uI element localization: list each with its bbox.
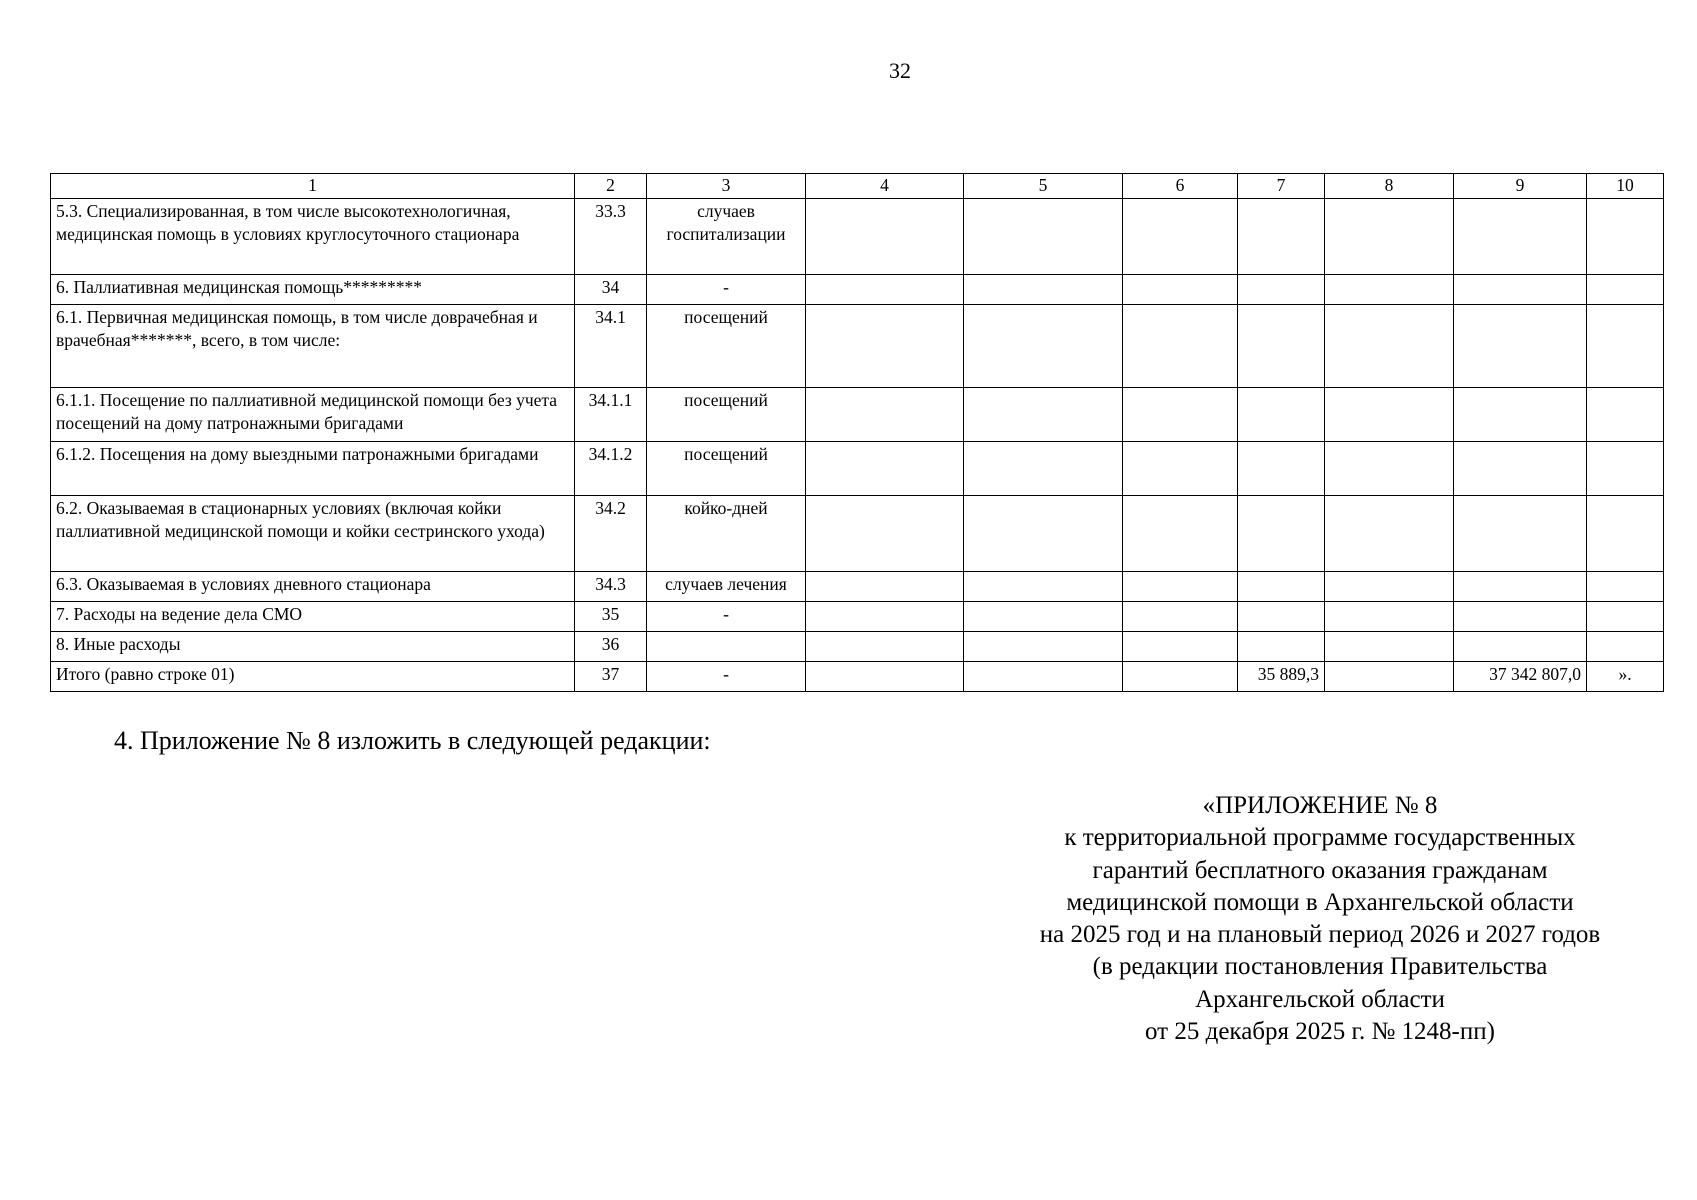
value-cell xyxy=(1454,571,1587,601)
value-cell xyxy=(1123,601,1238,631)
appendix-line: (в редакции постановления Правительства xyxy=(1092,953,1548,981)
value-cell xyxy=(806,441,964,495)
value-cell xyxy=(1123,304,1238,387)
value-cell xyxy=(1454,304,1587,387)
value-cell xyxy=(1587,601,1664,631)
value-cell xyxy=(1587,631,1664,661)
row-unit-cell: случаев лечения xyxy=(647,571,806,601)
row-name-cell: 6.1. Первичная медицинская помощь, в том числе доврачебная и врачебная*******, всего, в том числе: xyxy=(51,304,575,387)
value-cell xyxy=(1123,274,1238,304)
row-code-cell: 36 xyxy=(575,631,647,661)
row-code-cell: 33.3 xyxy=(575,198,647,274)
value-cell xyxy=(964,274,1123,304)
appendix-line: Архангельской области xyxy=(1195,985,1445,1013)
value-cell xyxy=(1325,198,1454,274)
value-cell xyxy=(1238,495,1325,571)
appendix-heading xyxy=(980,790,1660,1048)
value-cell xyxy=(964,631,1123,661)
row-code-cell: 34.1 xyxy=(575,304,647,387)
appendix-line: от 25 декабря 2025 г. № 1248-пп) xyxy=(1145,1018,1495,1046)
value-cell xyxy=(1238,631,1325,661)
value-cell xyxy=(806,495,964,571)
appendix-line: медицинской помощи в Архангельской области xyxy=(1066,888,1574,916)
value-cell xyxy=(1454,495,1587,571)
value-cell xyxy=(1123,198,1238,274)
value-cell xyxy=(964,601,1123,631)
table-row xyxy=(51,571,1664,601)
value-cell xyxy=(1238,274,1325,304)
value-cell xyxy=(964,495,1123,571)
value-cell xyxy=(1454,387,1587,441)
row-unit-cell: случаев госпитализации xyxy=(647,198,806,274)
value-cell xyxy=(1587,441,1664,495)
value-cell xyxy=(1123,661,1238,691)
column-header: 9 xyxy=(1454,174,1587,199)
data-table xyxy=(50,173,1664,692)
row-unit-cell: койко-дней xyxy=(647,495,806,571)
value-cell xyxy=(964,304,1123,387)
value-cell xyxy=(1238,441,1325,495)
appendix-line: к территориальной программе государственных xyxy=(1064,824,1576,852)
value-cell xyxy=(1238,571,1325,601)
value-cell xyxy=(1325,601,1454,631)
row-name-cell: 6.1.1. Посещение по паллиативной медицинской помощи без учета посещений на дому патронажными бригадами xyxy=(51,387,575,441)
table-row xyxy=(51,304,1664,387)
value-cell xyxy=(1587,387,1664,441)
value-cell xyxy=(964,571,1123,601)
value-cell: 35 889,3 xyxy=(1238,661,1325,691)
row-name-cell: 7. Расходы на ведение дела СМО xyxy=(51,601,575,631)
row-name-cell: 5.3. Специализированная, в том числе высокотехнологичная, медицинская помощь в условиях круглосуточного стационара xyxy=(51,198,575,274)
column-header: 4 xyxy=(806,174,964,199)
value-cell xyxy=(1325,387,1454,441)
table-row xyxy=(51,387,1664,441)
column-header: 5 xyxy=(964,174,1123,199)
column-header: 2 xyxy=(575,174,647,199)
row-name-cell: Итого (равно строке 01) xyxy=(51,661,575,691)
value-cell xyxy=(1123,495,1238,571)
row-unit-cell: посещений xyxy=(647,441,806,495)
value-cell xyxy=(964,661,1123,691)
row-name-cell: 6.2. Оказываемая в стационарных условиях (включая койки паллиативной медицинской помощи и койки сестринского ухода) xyxy=(51,495,575,571)
table-row xyxy=(51,441,1664,495)
value-cell xyxy=(1123,387,1238,441)
row-unit-cell: посещений xyxy=(647,304,806,387)
value-cell xyxy=(806,304,964,387)
column-header: 3 xyxy=(647,174,806,199)
value-cell xyxy=(1325,441,1454,495)
row-code-cell: 37 xyxy=(575,661,647,691)
row-name-cell: 8. Иные расходы xyxy=(51,631,575,661)
row-name-cell: 6. Паллиативная медицинская помощь********* xyxy=(51,274,575,304)
value-cell xyxy=(1325,495,1454,571)
value-cell xyxy=(1325,631,1454,661)
value-cell xyxy=(1238,304,1325,387)
value-cell: 37 342 807,0 xyxy=(1454,661,1587,691)
table-row xyxy=(51,661,1664,691)
row-unit-cell: посещений xyxy=(647,387,806,441)
appendix-line: гарантий бесплатного оказания гражданам xyxy=(1092,856,1548,884)
column-header: 1 xyxy=(51,174,575,199)
table-row xyxy=(51,198,1664,274)
value-cell xyxy=(1454,274,1587,304)
value-cell xyxy=(1454,601,1587,631)
value-cell xyxy=(964,387,1123,441)
page-number: 32 xyxy=(889,58,911,83)
value-cell xyxy=(1454,198,1587,274)
table-row xyxy=(51,601,1664,631)
value-cell xyxy=(1123,631,1238,661)
table-header-row xyxy=(51,174,1664,199)
row-unit-cell: - xyxy=(647,601,806,631)
table-row xyxy=(51,274,1664,304)
column-header: 7 xyxy=(1238,174,1325,199)
row-unit-cell xyxy=(647,631,806,661)
row-code-cell: 35 xyxy=(575,601,647,631)
value-cell xyxy=(1325,661,1454,691)
value-cell xyxy=(1454,441,1587,495)
value-cell xyxy=(1587,304,1664,387)
value-cell xyxy=(1325,304,1454,387)
column-header: 10 xyxy=(1587,174,1664,199)
value-cell xyxy=(1587,571,1664,601)
appendix-line: на 2025 год и на плановый период 2026 и 2027 годов xyxy=(1039,921,1601,949)
row-code-cell: 34.1.2 xyxy=(575,441,647,495)
row-code-cell: 34 xyxy=(575,274,647,304)
column-header: 8 xyxy=(1325,174,1454,199)
row-code-cell: 34.3 xyxy=(575,571,647,601)
value-cell: ». xyxy=(1587,661,1664,691)
value-cell xyxy=(1587,198,1664,274)
value-cell xyxy=(806,274,964,304)
value-cell xyxy=(806,631,964,661)
value-cell xyxy=(1123,571,1238,601)
value-cell xyxy=(806,661,964,691)
table-row xyxy=(51,495,1664,571)
value-cell xyxy=(964,441,1123,495)
value-cell xyxy=(1325,571,1454,601)
row-unit-cell: - xyxy=(647,274,806,304)
value-cell xyxy=(806,571,964,601)
value-cell xyxy=(806,387,964,441)
value-cell xyxy=(1238,601,1325,631)
value-cell xyxy=(1238,387,1325,441)
table-body xyxy=(51,198,1664,691)
table-row xyxy=(51,631,1664,661)
value-cell xyxy=(1123,441,1238,495)
row-unit-cell: - xyxy=(647,661,806,691)
value-cell xyxy=(1325,274,1454,304)
value-cell xyxy=(806,601,964,631)
row-name-cell: 6.3. Оказываемая в условиях дневного стационара xyxy=(51,571,575,601)
value-cell xyxy=(1587,274,1664,304)
value-cell xyxy=(1454,631,1587,661)
value-cell xyxy=(1587,495,1664,571)
appendix-line: «ПРИЛОЖЕНИЕ № 8 xyxy=(1202,792,1438,819)
value-cell xyxy=(806,198,964,274)
value-cell xyxy=(964,198,1123,274)
row-code-cell: 34.1.1 xyxy=(575,387,647,441)
column-header: 6 xyxy=(1123,174,1238,199)
value-cell xyxy=(1238,198,1325,274)
instruction-text: 4. Приложение № 8 изложить в следующей редакции: xyxy=(114,726,711,755)
row-name-cell: 6.1.2. Посещения на дому выездными патронажными бригадами xyxy=(51,441,575,495)
row-code-cell: 34.2 xyxy=(575,495,647,571)
